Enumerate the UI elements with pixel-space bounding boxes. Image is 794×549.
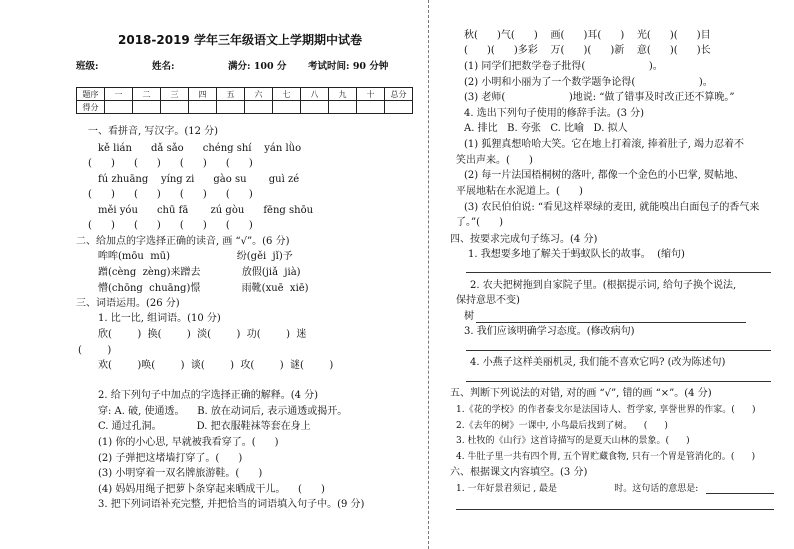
score-input-cell[interactable]: [161, 101, 189, 114]
score-input-cell[interactable]: [189, 101, 217, 114]
q4-instruction: 4. 选出下列句子使用的修辞手法。(3 分): [464, 108, 645, 119]
score-cell: 九: [329, 88, 357, 101]
q4-item-3-line-1: (3) 农民伯伯说: “看见这样翠绿的麦田, 就能嗅出白面包子的香气来: [464, 202, 760, 213]
exam-time: 考试时间: 90 分钟: [308, 61, 389, 72]
pronunciation-row-2[interactable]: 蹭(cèng zèng)来蹭去 放假(jiǎ jià): [98, 267, 301, 278]
section-2-heading: 二、给加点的字选择正确的读音, 画 “√”。(6 分): [76, 236, 290, 247]
score-input-cell[interactable]: [245, 101, 273, 114]
score-cell: 十: [357, 88, 385, 101]
score-input-cell[interactable]: [105, 101, 133, 114]
pinyin-row-2: fú zhuāng yíng zi gào su guì zé: [98, 174, 300, 185]
score-input-cell[interactable]: [329, 101, 357, 114]
score-input-cell[interactable]: [273, 101, 301, 114]
fill-sentence-2[interactable]: (2) 小明和小丽为了一个数学题争论得( )。: [464, 77, 713, 88]
score-input-cell[interactable]: [133, 101, 161, 114]
answer-line[interactable]: [476, 322, 746, 323]
score-input-cell[interactable]: [357, 101, 385, 114]
s5-item-2[interactable]: 2.《去年的树》一课中, 小鸟最后找到了树。 ( ): [456, 421, 668, 431]
score-cell: 五: [217, 88, 245, 101]
q4-item-1-line-2[interactable]: 笑出声来。( ): [456, 155, 533, 166]
q3-2-options-cd: C. 通过孔洞。 D. 把衣服鞋袜等套在身上: [98, 421, 311, 432]
idiom-fill-row-1[interactable]: 秋( )气( ) 画( )耳( ) 光( )( )目: [464, 30, 711, 41]
score-table-score-row: [77, 101, 413, 114]
answer-line[interactable]: [456, 509, 774, 510]
fill-sentence-1[interactable]: (1) 同学们把数学卷子批得( )。: [464, 61, 663, 72]
q3-3-instruction: 3. 把下列词语补充完整, 并把恰当的词语填入句子中。(9 分): [98, 499, 365, 510]
q3-2-options-ab: 穿: A. 破, 使通透。 B. 放在动词后, 表示通透或揭开。: [98, 406, 348, 417]
score-cell: 八: [301, 88, 329, 101]
s5-item-1[interactable]: 1.《花的学校》的作者泰戈尔是法国诗人、哲学家, 享誉世界的作家。( ): [456, 405, 756, 415]
pronunciation-row-1[interactable]: 哞哞(mōu mū) 纷(gěi jǐ)予: [98, 251, 293, 262]
q3-1-instruction: 1. 比一比, 组词语。(10 分): [98, 313, 221, 324]
score-cell: 六: [245, 88, 273, 101]
pinyin-row-1: kě lián dǎ sǎo chéng shí yán lǜo: [98, 143, 302, 154]
q3-2-item-2[interactable]: (2) 子弹把这堵墙打穿了。( ): [98, 453, 243, 464]
s4-item-3: 3. 我们应该明确学习态度。(修改病句): [464, 326, 635, 337]
answer-boxes-row-3[interactable]: ( ) ( ) ( ) ( ): [88, 220, 253, 231]
section-4-heading: 四、按要求完成句子练习。(4 分): [450, 234, 598, 245]
score-table: [76, 87, 413, 114]
s5-item-3[interactable]: 3. 杜牧的《山行》这首诗描写的是夏天山林的景象。( ): [456, 436, 690, 446]
q3-2-item-3[interactable]: (3) 小明穿着一双名牌旅游鞋。( ): [98, 468, 263, 479]
s4-item-2-line-1: 2. 农夫把树拖到自家院子里。(根据提示词, 给句子换个说法,: [470, 280, 737, 291]
full-score: 满分: 100 分: [228, 61, 287, 72]
fold-separator-line: [428, 0, 429, 549]
fill-sentence-3[interactable]: (3) 老师( )地说: “做了错事及时改正还不算晚。”: [464, 92, 735, 103]
answer-line[interactable]: [466, 381, 771, 382]
score-cell: 三: [161, 88, 189, 101]
section-3-heading: 三、词语运用。(26 分): [76, 298, 180, 309]
pinyin-row-3: měi yóu chū fā zú gòu fēng shōu: [98, 205, 314, 216]
pronunciation-row-3[interactable]: 懵(chōng chuāng)憬 雨靴(xuē xiē): [98, 283, 309, 294]
s4-item-4: 4. 小燕子这样美丽机灵, 我们能不喜欢它吗? (改为陈述句): [470, 357, 726, 368]
section-1-heading: 一、看拼音, 写汉字。(12 分): [88, 126, 219, 137]
answer-boxes-row-1[interactable]: ( ) ( ) ( ) ( ): [88, 158, 253, 169]
score-cell: 题序: [77, 88, 105, 101]
class-label: 班级:: [76, 61, 99, 72]
score-table-header-row: [77, 88, 413, 101]
compare-words-row-1-end[interactable]: ( ): [78, 345, 112, 356]
name-label: 姓名:: [152, 61, 175, 72]
answer-line[interactable]: [466, 272, 771, 273]
q4-item-1-line-1: (1) 狐狸真想哈哈大笑。它在地上打着滚, 捧着肚子, 竭力忍着不: [464, 139, 745, 150]
q4-item-3-line-2[interactable]: 了。”( ): [456, 217, 503, 228]
score-cell: 四: [189, 88, 217, 101]
score-cell: 得分: [77, 101, 105, 114]
compare-words-row-2[interactable]: 欢( )唤( ) 谈( ) 攻( ) 谜( ): [98, 360, 334, 371]
q3-2-item-1[interactable]: (1) 你的小心思, 早就被我看穿了。( ): [98, 437, 279, 448]
score-input-cell[interactable]: [217, 101, 245, 114]
answer-boxes-row-2[interactable]: ( ) ( ) ( ) ( ): [88, 189, 253, 200]
idiom-fill-row-2[interactable]: ( )( )多彩 万( )( )新 意( )( )长: [464, 45, 711, 56]
score-cell: 总分: [385, 88, 413, 101]
s4-item-2-line-2: 保持意思不变): [456, 295, 520, 306]
s5-item-4[interactable]: 4. 牛肚子里一共有四个胃, 五个胃贮藏食物, 只有一个胃是管消化的。( ): [456, 452, 756, 462]
exam-title: 2018-2019 学年三年级语文上学期期中试卷: [118, 33, 362, 47]
q3-2-instruction: 2. 给下列句子中加点的字选择正确的解释。(4 分): [98, 390, 319, 401]
section-6-heading: 六、根据课文内容填空。(3 分): [450, 467, 588, 478]
q4-item-2-line-1: (2) 每一片法国梧桐树的落叶, 都像一个金色的小巴掌, 熨帖地、: [464, 170, 745, 181]
section-5-heading: 五、判断下列说法的对错, 对的画 “√”, 错的画 “×”。(4 分): [450, 388, 712, 399]
score-cell: 一: [105, 88, 133, 101]
answer-line[interactable]: [706, 493, 774, 494]
s6-item-1[interactable]: 1. 一年好景君须记 , 最是 时。这句话的意思是:: [456, 484, 699, 494]
score-input-cell[interactable]: [385, 101, 413, 114]
score-input-cell[interactable]: [301, 101, 329, 114]
s4-item-2-prompt: 树: [464, 311, 474, 322]
q4-options: A. 排比 B. 夸张 C. 比喻 D. 拟人: [464, 123, 628, 134]
q4-item-2-line-2[interactable]: 平展地粘在水泥道上。( ): [456, 186, 583, 197]
answer-line[interactable]: [466, 350, 771, 351]
s4-item-1: 1. 我想要多地了解关于蚂蚁队长的故事。 (缩句): [468, 249, 685, 260]
score-cell: 七: [273, 88, 301, 101]
q3-2-item-4[interactable]: (4) 妈妈用绳子把萝卜条穿起来晒成干儿。 ( ): [98, 484, 325, 495]
score-cell: 二: [133, 88, 161, 101]
compare-words-row-1[interactable]: 欣( ) 换( ) 淡( ) 功( ) 迷: [98, 329, 307, 340]
